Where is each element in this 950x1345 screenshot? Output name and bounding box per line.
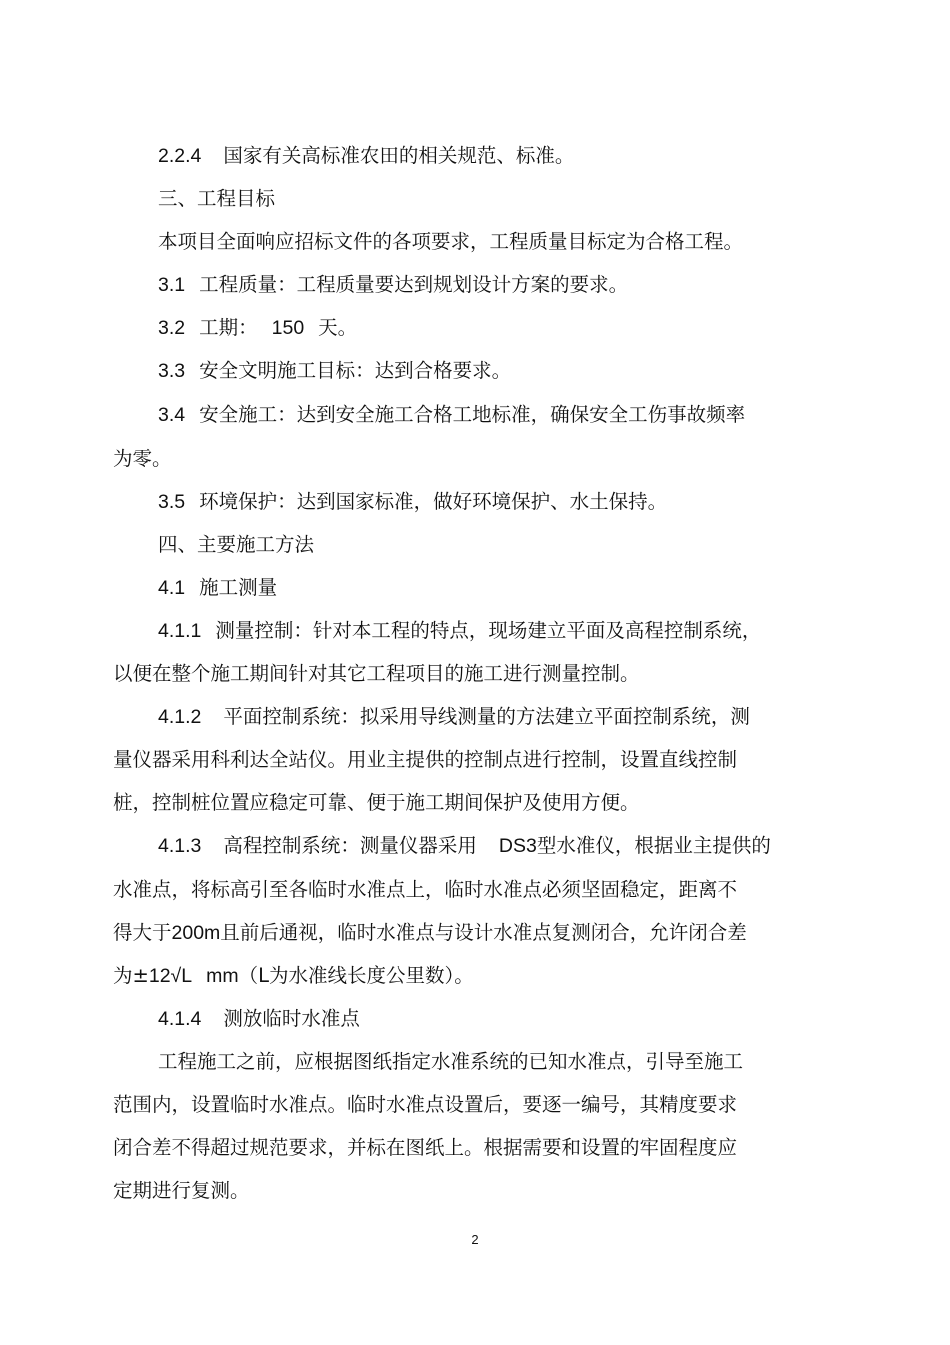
section-heading-4: 四、主要施工方法 [158,533,315,556]
paragraph-line: 范围内，设置临时水准点。临时水准点设置后，要逐一编号，其精度要求 [113,1093,738,1116]
section-heading-3: 三、工程目标 [158,187,276,210]
paragraph-line: 工程施工之前，应根据图纸指定水准系统的已知水准点，引导至施工 [158,1050,744,1073]
clause-3-2: 3.2 工期： 150 天。 [158,316,358,339]
paragraph-line: 以便在整个施工期间针对其它工程项目的施工进行测量控制。 [113,662,640,685]
clause-4-1-1: 4.1.1 测量控制：针对本工程的特点，现场建立平面及高程控制系统， [158,619,762,642]
clause-4-1-3: 4.1.3 高程控制系统：测量仪器采用 DS3型水准仪，根据业主提供的 [158,834,771,857]
clause-3-4: 3.4 安全施工：达到安全施工合格工地标准，确保安全工伤事故频率 [158,403,746,426]
clause-4-1-2: 4.1.2 平面控制系统：拟采用导线测量的方法建立平面控制系统，测 [158,705,750,728]
paragraph-line: 为零。 [113,447,172,470]
paragraph-line: 桩，控制桩位置应稳定可靠、便于施工期间保护及使用方便。 [113,791,640,814]
page-number: 2 [471,1232,479,1247]
paragraph-line: 闭合差不得超过规范要求，并标在图纸上。根据需要和设置的牢固程度应 [113,1136,738,1159]
clause-3-3: 3.3 安全文明施工目标：达到合格要求。 [158,359,512,382]
paragraph-line: 量仪器采用科利达全站仪。用业主提供的控制点进行控制，设置直线控制 [113,748,738,771]
clause-3-5: 3.5 环境保护：达到国家标准，做好环境保护、水土保持。 [158,490,668,513]
clause-3-1: 3.1 工程质量：工程质量要达到规划设计方案的要求。 [158,273,629,296]
clause-4-1-4: 4.1.4 测放临时水准点 [158,1007,360,1030]
paragraph-line: 本项目全面响应招标文件的各项要求，工程质量目标定为合格工程。 [158,230,744,253]
paragraph-line: 得大于200m且前后通视，临时水准点与设计水准点复测闭合，允许闭合差 [113,921,747,944]
paragraph-line: 为±12√L mm（L为水准线长度公里数）。 [113,964,474,987]
paragraph-line: 水准点，将标高引至各临时水准点上，临时水准点必须坚固稳定，距离不 [113,878,738,901]
paragraph-line: 定期进行复测。 [113,1179,250,1202]
clause-4-1: 4.1 施工测量 [158,576,278,599]
clause-2-2-4: 2.2.4 国家有关高标准农田的相关规范、标准。 [158,144,575,167]
